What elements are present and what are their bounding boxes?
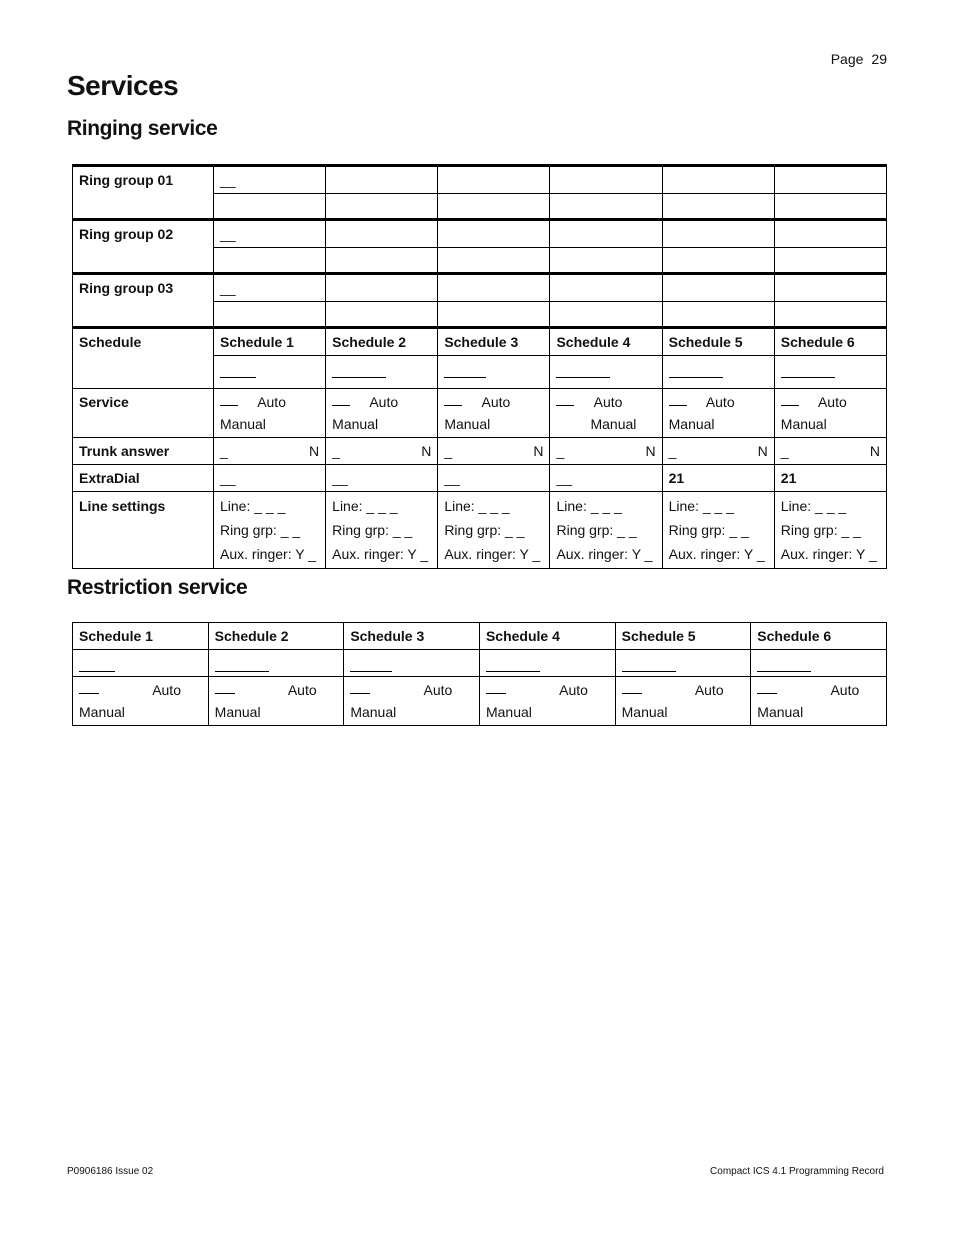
restriction-blank[interactable] <box>73 650 209 677</box>
restriction-schedule-header: Schedule 5 <box>615 623 751 650</box>
page-number-value: 29 <box>871 51 887 67</box>
ring-group-cell[interactable] <box>774 302 886 328</box>
ring-group-label: Ring group 03 <box>73 274 214 328</box>
ring-group-cell[interactable] <box>774 166 886 194</box>
schedule-blank[interactable] <box>438 356 550 389</box>
trunk-answer-cell[interactable]: _ N <box>326 438 438 465</box>
ring-group-cell[interactable] <box>550 194 662 220</box>
line-settings-cell[interactable]: Line: _ _ _ Ring grp: _ _ Aux. ringer: Y _ <box>438 492 550 569</box>
restriction-mode-row <box>73 677 887 726</box>
restriction-blank-row <box>73 650 887 677</box>
ring-group-cell[interactable] <box>438 194 550 220</box>
service-row <box>73 389 887 438</box>
ring-group-cell[interactable] <box>438 302 550 328</box>
restriction-schedule-header: Schedule 4 <box>479 623 615 650</box>
trunk-answer-cell[interactable]: _ N <box>214 438 326 465</box>
ring-group-cell[interactable] <box>326 274 438 302</box>
ring-group-cell[interactable]: __ <box>214 166 326 194</box>
ringing-service-table <box>72 164 887 569</box>
ring-group-cell[interactable] <box>438 274 550 302</box>
ring-group-cell[interactable] <box>662 194 774 220</box>
ring-group-cell[interactable] <box>438 248 550 274</box>
ring-group-cell[interactable] <box>438 166 550 194</box>
ring-group-cell[interactable] <box>774 248 886 274</box>
ring-group-cell[interactable] <box>214 248 326 274</box>
ring-group-row <box>73 220 887 248</box>
ring-group-cell[interactable] <box>662 302 774 328</box>
schedule-row <box>73 328 887 356</box>
trunk-answer-cell[interactable]: _ N <box>438 438 550 465</box>
ring-group-cell[interactable] <box>438 220 550 248</box>
ring-group-cell[interactable] <box>550 220 662 248</box>
extradial-cell[interactable]: 21 <box>662 465 774 492</box>
extradial-cell[interactable]: __ <box>438 465 550 492</box>
page-number <box>831 51 887 67</box>
ring-group-cell[interactable] <box>662 248 774 274</box>
service-cell[interactable]: Auto Manual <box>774 389 886 438</box>
restriction-schedule-header: Schedule 6 <box>751 623 887 650</box>
service-cell[interactable]: Auto Manual <box>550 389 662 438</box>
restriction-mode-cell[interactable]: Auto Manual <box>73 677 209 726</box>
restriction-service-table <box>72 622 887 726</box>
schedule-blank[interactable] <box>662 356 774 389</box>
restriction-blank[interactable] <box>751 650 887 677</box>
ring-group-label: Ring group 01 <box>73 166 214 220</box>
ring-group-cell[interactable] <box>550 274 662 302</box>
restriction-header-row <box>73 623 887 650</box>
line-settings-row <box>73 492 887 569</box>
service-cell[interactable]: Auto Manual <box>662 389 774 438</box>
service-cell[interactable]: Auto Manual <box>438 389 550 438</box>
footer-document-title: Compact ICS 4.1 Programming Record <box>710 1166 884 1177</box>
schedule-blank[interactable] <box>774 356 886 389</box>
restriction-mode-cell[interactable]: Auto Manual <box>208 677 344 726</box>
ring-group-cell[interactable] <box>550 248 662 274</box>
line-settings-cell[interactable]: Line: _ _ _ Ring grp: _ _ Aux. ringer: Y _ <box>326 492 438 569</box>
trunk-answer-label: Trunk answer <box>73 438 214 465</box>
ring-group-cell[interactable] <box>326 194 438 220</box>
ring-group-cell[interactable]: __ <box>214 274 326 302</box>
ring-group-cell[interactable] <box>774 274 886 302</box>
extradial-cell[interactable]: __ <box>550 465 662 492</box>
page-word: Page <box>830 51 864 67</box>
schedule-header: Schedule 6 <box>774 328 886 356</box>
ring-group-cell[interactable] <box>550 166 662 194</box>
restriction-blank[interactable] <box>208 650 344 677</box>
line-settings-cell[interactable]: Line: _ _ _ Ring grp: _ _ Aux. ringer: Y _ <box>662 492 774 569</box>
ring-group-cell[interactable] <box>326 220 438 248</box>
ring-group-cell[interactable] <box>774 194 886 220</box>
line-settings-cell[interactable]: Line: _ _ _ Ring grp: _ _ Aux. ringer: Y _ <box>214 492 326 569</box>
extradial-cell[interactable]: 21 <box>774 465 886 492</box>
restriction-blank[interactable] <box>615 650 751 677</box>
restriction-mode-cell[interactable]: Auto Manual <box>344 677 480 726</box>
line-settings-cell[interactable]: Line: _ _ _ Ring grp: _ _ Aux. ringer: Y _ <box>774 492 886 569</box>
ring-group-cell[interactable] <box>326 248 438 274</box>
line-settings-cell[interactable]: Line: _ _ _ Ring grp: _ _ Aux. ringer: Y _ <box>550 492 662 569</box>
footer-document-id: P0906186 Issue 02 <box>67 1166 154 1177</box>
extradial-row <box>73 465 887 492</box>
schedule-header: Schedule 1 <box>214 328 326 356</box>
schedule-header: Schedule 4 <box>550 328 662 356</box>
ring-group-cell[interactable] <box>662 274 774 302</box>
trunk-answer-row <box>73 438 887 465</box>
ring-group-cell[interactable] <box>550 302 662 328</box>
ring-group-cell[interactable] <box>214 302 326 328</box>
restriction-mode-cell[interactable]: Auto Manual <box>479 677 615 726</box>
ring-group-cell[interactable] <box>326 302 438 328</box>
service-cell[interactable]: Auto Manual <box>326 389 438 438</box>
extradial-cell[interactable]: __ <box>326 465 438 492</box>
restriction-schedule-header: Schedule 1 <box>73 623 209 650</box>
schedule-blank[interactable] <box>550 356 662 389</box>
ring-group-row <box>73 166 887 194</box>
service-label: Service <box>73 389 214 438</box>
restriction-blank[interactable] <box>479 650 615 677</box>
schedule-blank[interactable] <box>326 356 438 389</box>
schedule-header: Schedule 2 <box>326 328 438 356</box>
line-settings-label: Line settings <box>73 492 214 569</box>
ring-group-row <box>73 274 887 302</box>
schedule-header: Schedule 3 <box>438 328 550 356</box>
restriction-service-heading: Restriction service <box>67 576 248 599</box>
ring-group-cell[interactable] <box>662 166 774 194</box>
service-cell[interactable]: Auto Manual <box>214 389 326 438</box>
trunk-answer-cell[interactable]: _ N <box>550 438 662 465</box>
extradial-cell[interactable]: __ <box>214 465 326 492</box>
extradial-label: ExtraDial <box>73 465 214 492</box>
schedule-label: Schedule <box>73 328 214 389</box>
restriction-mode-cell[interactable]: Auto Manual <box>615 677 751 726</box>
ring-group-cell[interactable] <box>662 220 774 248</box>
restriction-blank[interactable] <box>344 650 480 677</box>
ring-group-cell[interactable] <box>214 194 326 220</box>
ring-group-cell[interactable] <box>774 220 886 248</box>
trunk-answer-cell[interactable]: _ N <box>774 438 886 465</box>
schedule-header: Schedule 5 <box>662 328 774 356</box>
schedule-blank[interactable] <box>214 356 326 389</box>
ringing-service-heading: Ringing service <box>67 117 218 140</box>
ring-group-cell[interactable] <box>326 166 438 194</box>
trunk-answer-cell[interactable]: _ N <box>662 438 774 465</box>
restriction-mode-cell[interactable]: Auto Manual <box>751 677 887 726</box>
restriction-schedule-header: Schedule 2 <box>208 623 344 650</box>
page-title: Services <box>67 70 179 101</box>
ring-group-cell[interactable]: __ <box>214 220 326 248</box>
ring-group-label: Ring group 02 <box>73 220 214 274</box>
restriction-schedule-header: Schedule 3 <box>344 623 480 650</box>
